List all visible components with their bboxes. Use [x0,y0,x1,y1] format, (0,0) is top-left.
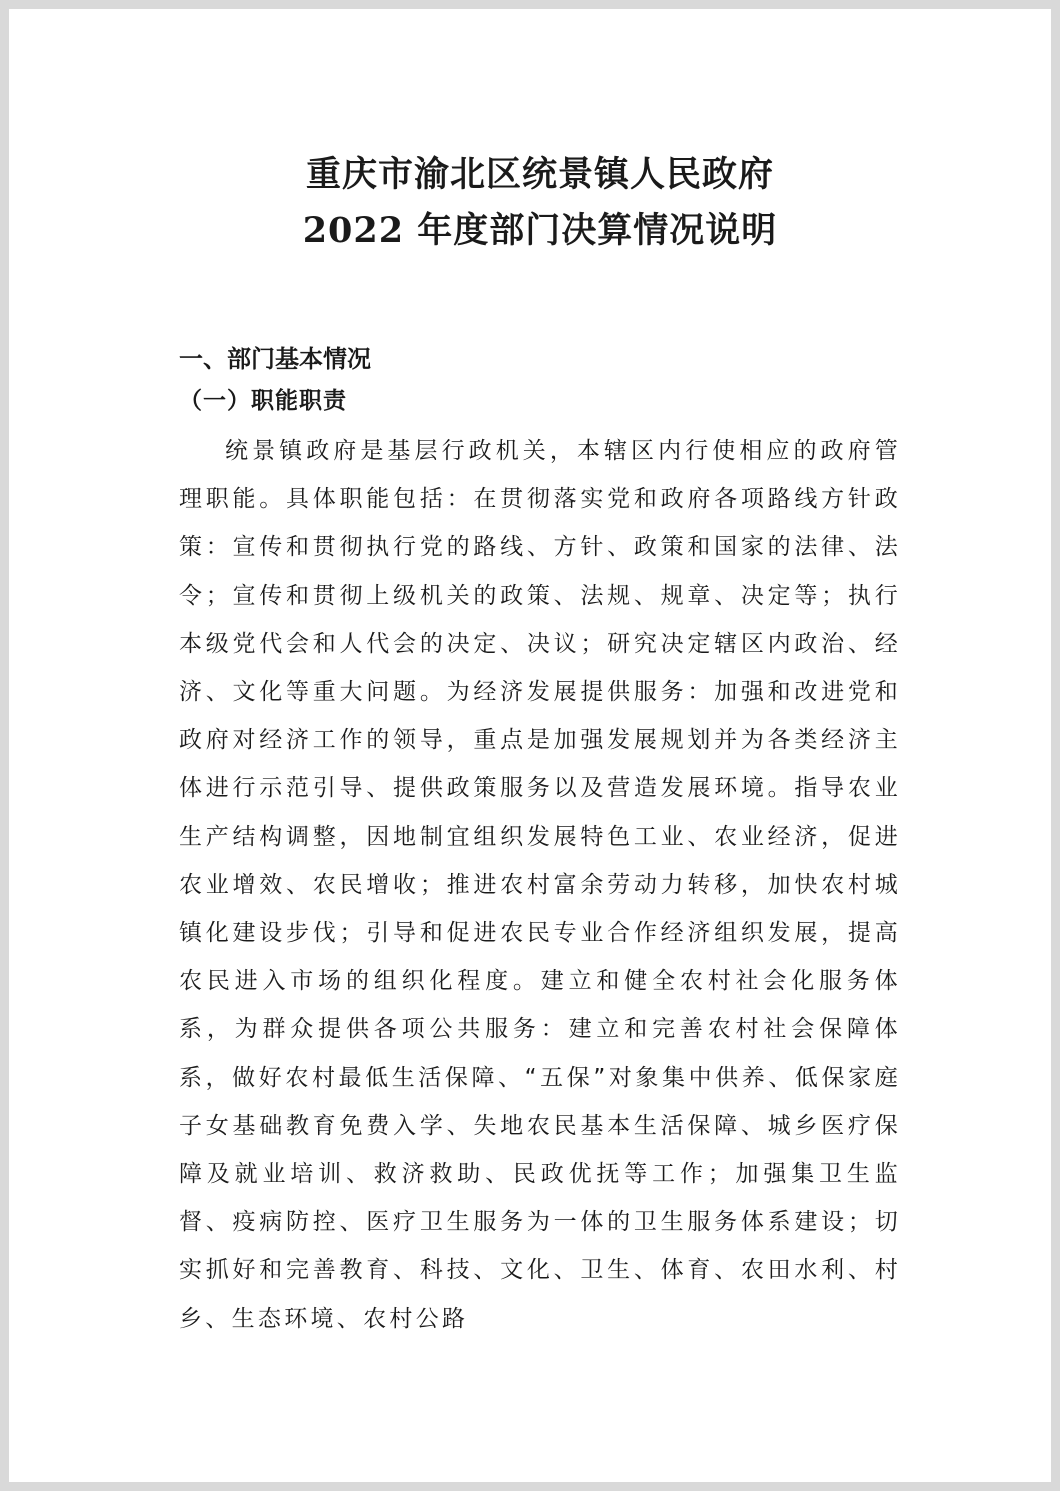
title-line-1: 重庆市渝北区统景镇人民政府 [305,154,774,195]
title-line-2: 2022 年度部门决算情况说明 [302,210,778,251]
sub-heading: （一）职能职责 [179,388,347,414]
body-paragraph: 统景镇政府是基层行政机关，本辖区内行使相应的政府管理职能。具体职能包括：在贯彻落实党和政府各项路线方针政策：宣传和贯彻执行党的路线、方针、政策和国家的法律、法令；宣传和贯彻上级机关的政策、法规、规章、决定等；执行本级党代会和人代会的决定、决议；研究决定辖区内政治、经济、文化等重大问题。为经济发展提供服务：加强和改进党和政府对经济工作的领导，重点是加强发展规划并为各类经济主体进行示范引导、提供政策服务以及营造发展环境。指导农业生产结构调整，因地制宜组织发展特色工业、农业经济，促进农业增效、农民增收；推进农村富余劳动力转移，加快农村城镇化建设步伐；引导和促进农民专业合作经济组织发展，提高农民进入市场的组织化程度。建立和健全农村社会化服务体系，为群众提供各项公共服务：建立和完善农村社会保障体系，做好农村最低生活保障、“五保”对象集中供养、低保家庭子女基础教育免费入学、失地农民基本生活保障、城乡医疗保障及就业培训、救济救助、民政优抚等工作；加强集卫生监督、疫病防控、医疗卫生服务为一体的卫生服务体系建设；切实抓好和完善教育、科技、文化、卫生、体育、农田水利、村乡、生态环境、农村公路 [179,438,901,1332]
section-heading: 一、部门基本情况 [179,345,371,373]
document-content [179,147,901,1343]
document-title [179,147,901,259]
